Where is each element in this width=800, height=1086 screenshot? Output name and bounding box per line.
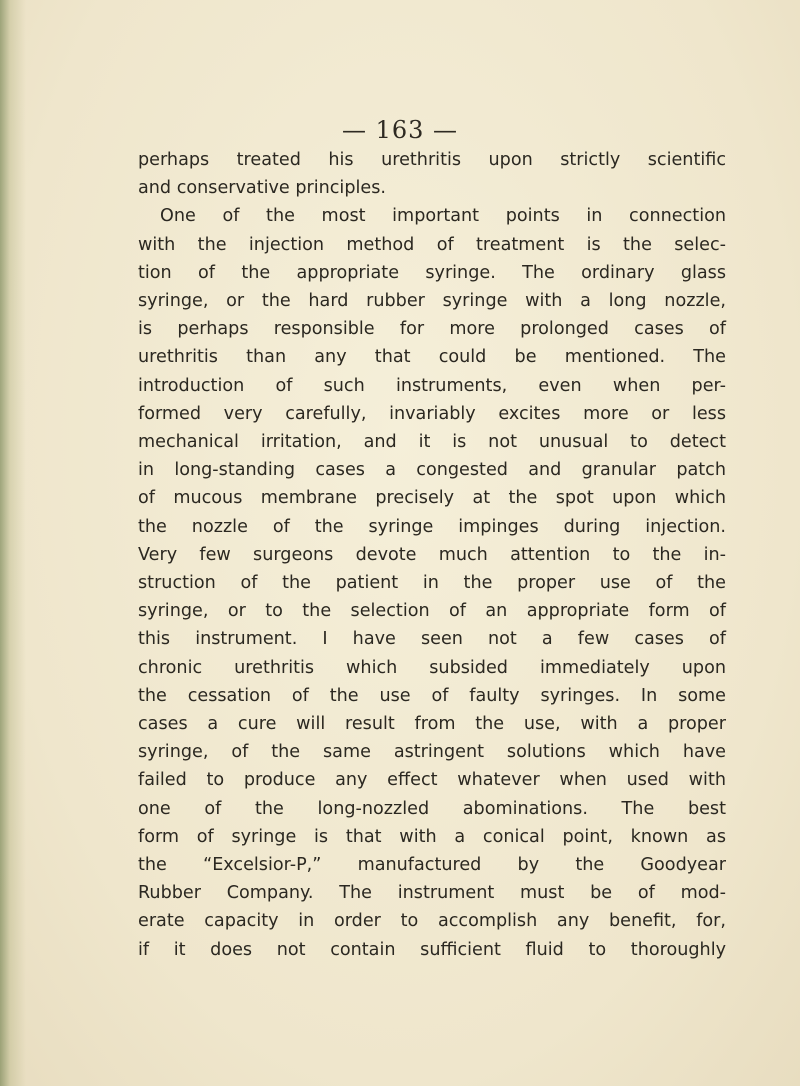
text-line: is perhaps responsible for more prolonged cases of [138, 319, 726, 340]
text-line: form of syringe is that with a conical point, known as [138, 826, 726, 847]
text-line: in long-standing cases a congested and granular patch [138, 460, 726, 481]
text-line: failed to produce any effect whatever when used with [138, 770, 726, 791]
text-line: struction of the patient in the proper use of the [138, 573, 726, 594]
text-line: mechanical irritation, and it is not unusual to detect [138, 432, 726, 453]
text-line: and conservative principles. [138, 178, 386, 199]
text-line: formed very carefully, invariably excites more or less [138, 403, 726, 424]
text-line: introduction of such instruments, even when per- [138, 375, 726, 396]
text-line: the nozzle of the syringe impinges during injection. [138, 516, 726, 537]
text-line: the cessation of the use of faulty syringes. In some [138, 685, 726, 706]
text-line: perhaps treated his urethritis upon strictly scientific [138, 150, 726, 170]
text-line: of mucous membrane precisely at the spot upon which [138, 488, 726, 509]
text-line: syringe, of the same astringent solutions which have [138, 742, 726, 763]
text-line: erate capacity in order to accomplish any benefit, for, [138, 911, 726, 932]
text-line: Rubber Company. The instrument must be of mod- [138, 883, 726, 904]
text-line: with the injection method of treatment is the selec- [138, 234, 726, 255]
page-number: — 163 — [341, 116, 459, 144]
text-line: this instrument. I have seen not a few cases of [138, 629, 726, 650]
text-line: syringe, or the hard rubber syringe with a long nozzle, [138, 291, 726, 312]
text-line: chronic urethritis which subsided immediately upon [138, 657, 726, 678]
text-line: the “Excelsior-P,” manufactured by the Goodyear [138, 855, 726, 876]
text-line: if it does not contain sufficient fluid to thoroughly [138, 939, 726, 960]
text-line: cases a cure will result from the use, with a proper [138, 714, 726, 735]
body-text [138, 146, 726, 964]
text-line: syringe, or to the selection of an appropriate form of [138, 601, 726, 622]
text-line: one of the long-nozzled abominations. The best [138, 798, 726, 819]
text-line: urethritis than any that could be mentioned. The [138, 347, 726, 368]
text-line: tion of the appropriate syringe. The ordinary glass [138, 262, 726, 283]
text-line: One of the most important points in connection [160, 206, 726, 227]
text-line: Very few surgeons devote much attention to the in- [138, 544, 726, 565]
